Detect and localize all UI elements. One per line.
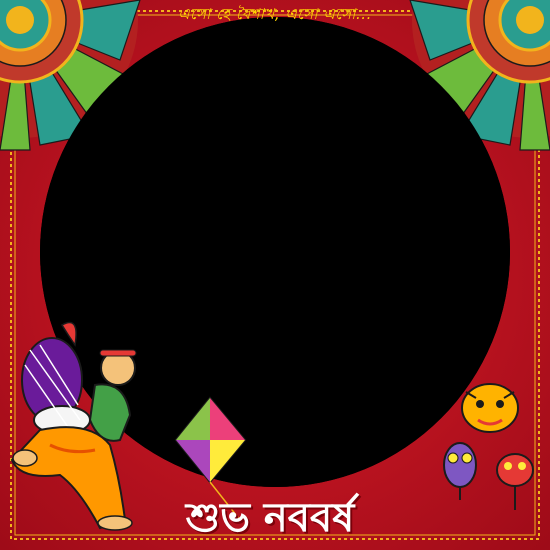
top-tagline: এসো হে বৈশাখ, এসো এসো... — [178, 5, 372, 23]
greeting-title: শুভ নববর্ষ — [185, 495, 355, 541]
